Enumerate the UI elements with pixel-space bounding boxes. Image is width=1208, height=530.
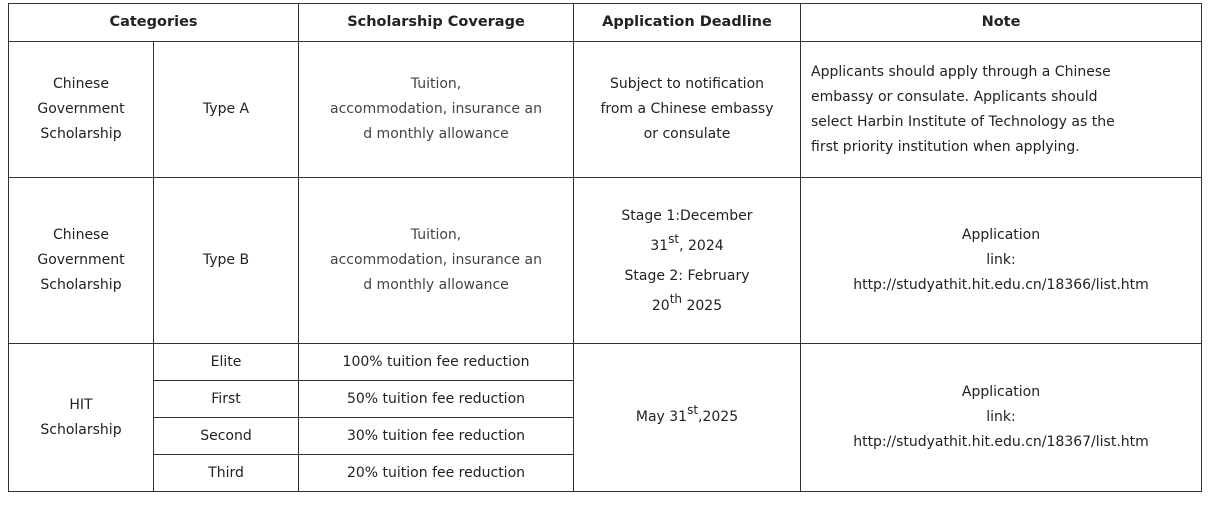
table-row-hit-elite [9, 344, 1202, 381]
header-note: Note [801, 4, 1202, 42]
note-cell [801, 344, 1202, 492]
deadline-stage2-date [578, 291, 796, 321]
type-cell: Type A [154, 42, 299, 178]
year-text: , 2024 [679, 237, 724, 254]
ordinal-suffix: st [668, 231, 680, 246]
deadline-cell [574, 344, 801, 492]
deadline-line: or consulate [643, 126, 731, 142]
year-text: ,2025 [698, 409, 739, 425]
coverage-line: d monthly allowance [363, 126, 509, 142]
coverage-cell: 100% tuition fee reduction [299, 344, 574, 381]
note-line: Application [961, 227, 1041, 243]
note-line: link: [986, 252, 1016, 268]
category-line: Chinese [53, 76, 109, 92]
note-line: embassy or consulate. Applicants should [811, 88, 1098, 105]
coverage-cell: 20% tuition fee reduction [299, 455, 574, 492]
coverage-cell [299, 42, 574, 178]
deadline-date [635, 403, 739, 425]
application-link[interactable]: http://studyathit.hit.edu.cn/18367/list.htm [853, 434, 1149, 450]
deadline-line: from a Chinese embassy [600, 101, 774, 117]
header-coverage: Scholarship Coverage [299, 4, 574, 42]
header-deadline: Application Deadline [574, 4, 801, 42]
coverage-line: Tuition, [410, 227, 462, 243]
table-row-type-b [9, 178, 1202, 344]
category-cell [9, 344, 154, 492]
coverage-line: accommodation, insurance an [330, 252, 542, 268]
type-cell: Type B [154, 178, 299, 344]
coverage-cell [299, 178, 574, 344]
category-cell [9, 42, 154, 178]
coverage-cell: 30% tuition fee reduction [299, 418, 574, 455]
category-line: Government [37, 252, 125, 268]
category-line: HIT [69, 396, 93, 413]
note-line: Applicants should apply through a Chinese [811, 63, 1111, 80]
table-row-type-a [9, 42, 1202, 178]
note-cell [801, 42, 1202, 178]
coverage-line: Tuition, [410, 76, 462, 92]
coverage-line: accommodation, insurance an [330, 101, 542, 117]
day-number: 31 [650, 237, 669, 254]
deadline-stage1-label: Stage 1:December [621, 207, 753, 224]
note-line: first priority institution when applying. [811, 138, 1080, 155]
category-line: Government [37, 101, 125, 117]
ordinal-suffix: st [687, 403, 699, 418]
header-row [9, 4, 1202, 42]
deadline-cell [574, 178, 801, 344]
note-line: link: [986, 409, 1016, 425]
application-link[interactable]: http://studyathit.hit.edu.cn/18366/list.htm [853, 277, 1149, 293]
deadline-cell [574, 42, 801, 178]
deadline-line: Subject to notification [609, 76, 765, 92]
tier-cell: Third [154, 455, 299, 492]
ordinal-suffix: th [669, 291, 683, 306]
tier-cell: Elite [154, 344, 299, 381]
category-cell [9, 178, 154, 344]
header-categories: Categories [9, 4, 299, 42]
category-line: Chinese [53, 227, 109, 243]
tier-cell: Second [154, 418, 299, 455]
year-text: 2025 [682, 297, 723, 314]
scholarship-table [8, 3, 1202, 492]
note-line: select Harbin Institute of Technology as the [811, 113, 1115, 130]
coverage-cell: 50% tuition fee reduction [299, 381, 574, 418]
month-day: May 31 [635, 409, 688, 425]
day-number: 20 [651, 297, 670, 314]
note-line: Application [961, 384, 1041, 400]
coverage-line: d monthly allowance [363, 277, 509, 293]
tier-cell: First [154, 381, 299, 418]
deadline-stage1-date [578, 231, 796, 261]
deadline-stage2-label: Stage 2: February [624, 267, 750, 284]
category-line: Scholarship [40, 421, 122, 438]
category-line: Scholarship [40, 126, 122, 142]
note-cell [801, 178, 1202, 344]
category-line: Scholarship [40, 277, 122, 293]
